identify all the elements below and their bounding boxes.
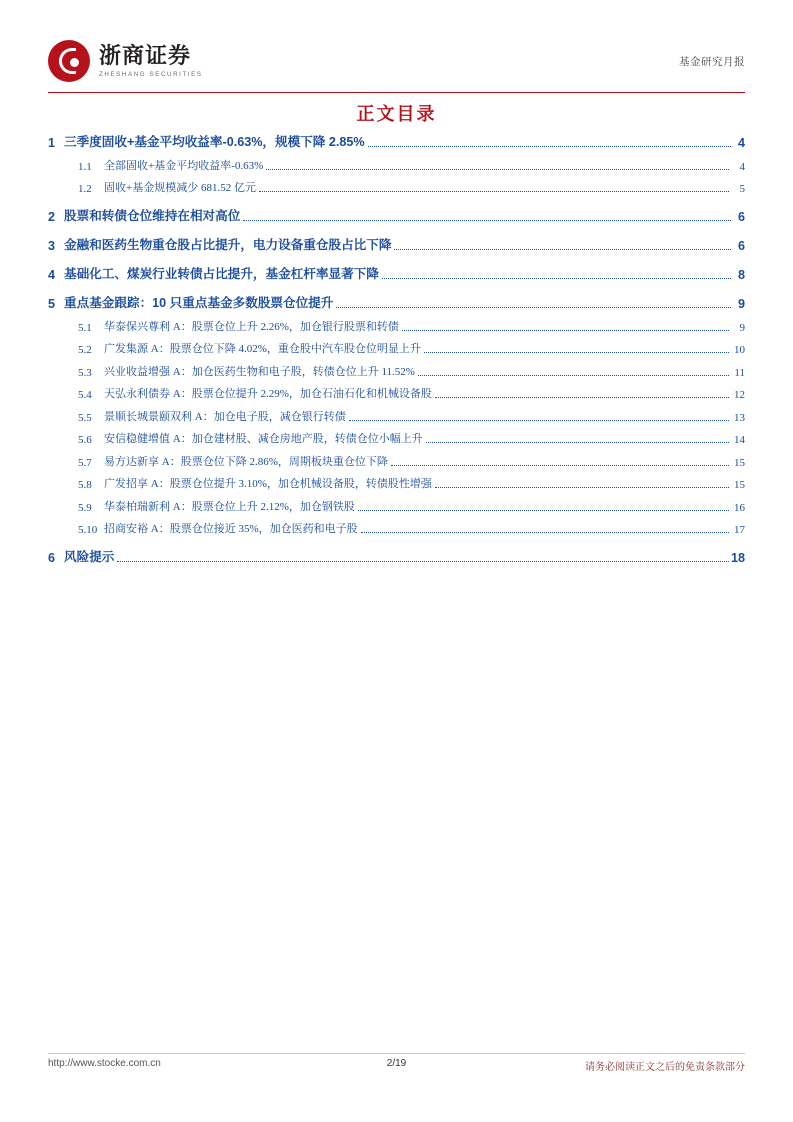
toc-entry[interactable] xyxy=(48,157,745,173)
page-header xyxy=(48,40,745,90)
toc-entry-label: 兴业收益增强 A：加仓医药生物和电子股，转债仓位上升 11.52% xyxy=(104,365,415,378)
toc-entry[interactable] xyxy=(48,363,745,379)
toc-entry-label: 广发集源 A：股票仓位下降 4.02%，重仓股中汽车股仓位明显上升 xyxy=(104,343,421,355)
toc-entry-page: 17 xyxy=(734,524,745,536)
toc-entry[interactable] xyxy=(48,408,745,424)
toc-leader-dots xyxy=(402,329,729,331)
toc-entry-page: 14 xyxy=(734,434,745,446)
toc-entry-page: 4 xyxy=(739,160,745,173)
toc-entry-number: 5 xyxy=(48,297,56,311)
page-title: 正文目录 xyxy=(356,104,437,124)
logo-text xyxy=(99,44,203,78)
toc-entry-page: 18 xyxy=(730,551,745,565)
toc-entry-number: 5.10 xyxy=(78,524,98,536)
table-of-contents xyxy=(48,131,745,565)
toc-entry-number: 5.1 xyxy=(78,321,92,334)
toc-entry-number: 5.7 xyxy=(78,456,92,469)
toc-leader-dots xyxy=(435,396,729,398)
toc-entry-number: 3 xyxy=(48,239,56,253)
toc-entry-number: 4 xyxy=(48,268,56,282)
toc-entry-number: 2 xyxy=(48,210,56,224)
toc-entry-label: 风险提示 xyxy=(64,550,115,564)
toc-entry-page: 5 xyxy=(739,183,745,195)
toc-leader-dots xyxy=(336,306,731,308)
toc-entry-page: 11 xyxy=(734,366,745,379)
toc-entry-label: 基础化工、煤炭行业转债占比提升，基金杠杆率显著下降 xyxy=(64,267,379,281)
toc-entry-number: 5.5 xyxy=(78,411,92,424)
toc-entry-label: 华泰柏瑞新利 A：股票仓位上升 2.12%，加仓钢铁股 xyxy=(104,500,355,513)
toc-entry-page: 12 xyxy=(734,389,745,401)
footer-page-number: 2/19 xyxy=(386,1058,407,1069)
toc-entry[interactable] xyxy=(48,546,745,565)
toc-entry-page: 6 xyxy=(737,210,745,224)
toc-leader-dots xyxy=(358,509,729,511)
toc-entry-label: 易方达新享 A：股票仓位下降 2.86%，周期板块重仓位下降 xyxy=(104,455,388,468)
toc-entry[interactable] xyxy=(48,205,745,224)
toc-leader-dots xyxy=(394,248,731,250)
toc-leader-dots xyxy=(349,419,729,421)
toc-entry-number: 5.2 xyxy=(78,344,92,356)
logo-name-cn: 浙商证券 xyxy=(99,42,192,68)
toc-entry-label: 招商安裕 A：股票仓位接近 35%，加仓医药和电子股 xyxy=(104,523,358,535)
toc-entry-label: 全部固收+基金平均收益率-0.63% xyxy=(104,159,264,172)
toc-entry-page: 15 xyxy=(734,456,745,469)
toc-leader-dots xyxy=(418,374,729,376)
toc-entry-label: 景顺长城景颐双利 A：加仓电子股，减仓银行转债 xyxy=(104,410,346,423)
toc-leader-dots xyxy=(368,145,731,147)
company-logo xyxy=(48,40,203,82)
toc-entry-page: 6 xyxy=(737,239,745,253)
toc-entry[interactable] xyxy=(48,520,745,536)
toc-entry-page: 9 xyxy=(739,321,745,334)
toc-entry-page: 15 xyxy=(734,479,745,491)
toc-entry[interactable] xyxy=(48,234,745,253)
footer-url[interactable]: http://www.stocke.com.cn xyxy=(48,1058,161,1069)
toc-leader-dots xyxy=(259,190,729,192)
toc-leader-dots xyxy=(117,560,729,562)
toc-leader-dots xyxy=(426,441,729,443)
toc-entry-label: 安信稳健增值 A：加仓建材股、减仓房地产股，转债仓位小幅上升 xyxy=(104,433,423,445)
toc-entry[interactable] xyxy=(48,292,745,311)
toc-entry-page: 4 xyxy=(737,136,745,150)
header-divider xyxy=(48,92,745,93)
logo-name-en: ZHESHANG SECURITIES xyxy=(99,71,203,79)
toc-entry-label: 三季度固收+基金平均收益率-0.63%，规模下降 2.85% xyxy=(64,135,365,149)
toc-entry-page: 10 xyxy=(734,344,745,356)
logo-mark-icon xyxy=(48,40,90,82)
page-footer xyxy=(48,1058,745,1076)
toc-entry[interactable] xyxy=(48,453,745,469)
toc-entry[interactable] xyxy=(48,131,745,150)
toc-entry[interactable] xyxy=(48,475,745,491)
toc-entry-label: 股票和转债仓位维持在相对高位 xyxy=(64,209,241,223)
toc-entry[interactable] xyxy=(48,318,745,334)
toc-entry-number: 6 xyxy=(48,551,56,565)
toc-entry[interactable] xyxy=(48,179,745,195)
toc-entry-number: 5.9 xyxy=(78,501,92,514)
toc-entry[interactable] xyxy=(48,498,745,514)
toc-entry-label: 广发招享 A：股票仓位提升 3.10%，加仓机械设备股，转债股性增强 xyxy=(104,478,432,490)
toc-entry-number: 5.6 xyxy=(78,434,92,446)
toc-entry-label: 重点基金跟踪：10 只重点基金多数股票仓位提升 xyxy=(64,296,334,310)
toc-entry-page: 8 xyxy=(737,268,745,282)
report-type-label: 基金研究月报 xyxy=(679,56,745,68)
toc-entry-page: 13 xyxy=(734,411,745,424)
toc-entry-number: 1.1 xyxy=(78,160,92,173)
footer-disclaimer: 请务必阅读正文之后的免责条款部分 xyxy=(585,1062,745,1073)
toc-leader-dots xyxy=(243,219,731,221)
toc-leader-dots xyxy=(382,277,731,279)
toc-entry-label: 天弘永利债券 A：股票仓位提升 2.29%，加仓石油石化和机械设备股 xyxy=(104,388,432,400)
toc-leader-dots xyxy=(435,486,729,488)
toc-entry-page: 9 xyxy=(737,297,745,311)
toc-entry[interactable] xyxy=(48,430,745,446)
toc-leader-dots xyxy=(391,464,729,466)
toc-entry-page: 16 xyxy=(734,501,745,514)
toc-leader-dots xyxy=(424,351,729,353)
toc-entry-label: 华泰保兴尊利 A：股票仓位上升 2.26%，加仓银行股票和转债 xyxy=(104,320,399,333)
toc-entry[interactable] xyxy=(48,385,745,401)
footer-divider xyxy=(48,1053,745,1054)
toc-entry-label: 金融和医药生物重仓股占比提升，电力设备重仓股占比下降 xyxy=(64,238,392,252)
toc-entry[interactable] xyxy=(48,263,745,282)
toc-entry-number: 5.3 xyxy=(78,366,92,379)
toc-entry-label: 固收+基金规模减少 681.52 亿元 xyxy=(104,182,256,194)
toc-entry-number: 5.4 xyxy=(78,389,92,401)
toc-leader-dots xyxy=(266,168,729,170)
toc-entry-number: 5.8 xyxy=(78,479,92,491)
toc-entry[interactable] xyxy=(48,340,745,356)
toc-leader-dots xyxy=(361,531,729,533)
toc-entry-number: 1.2 xyxy=(78,183,92,195)
toc-entry-number: 1 xyxy=(48,136,56,150)
